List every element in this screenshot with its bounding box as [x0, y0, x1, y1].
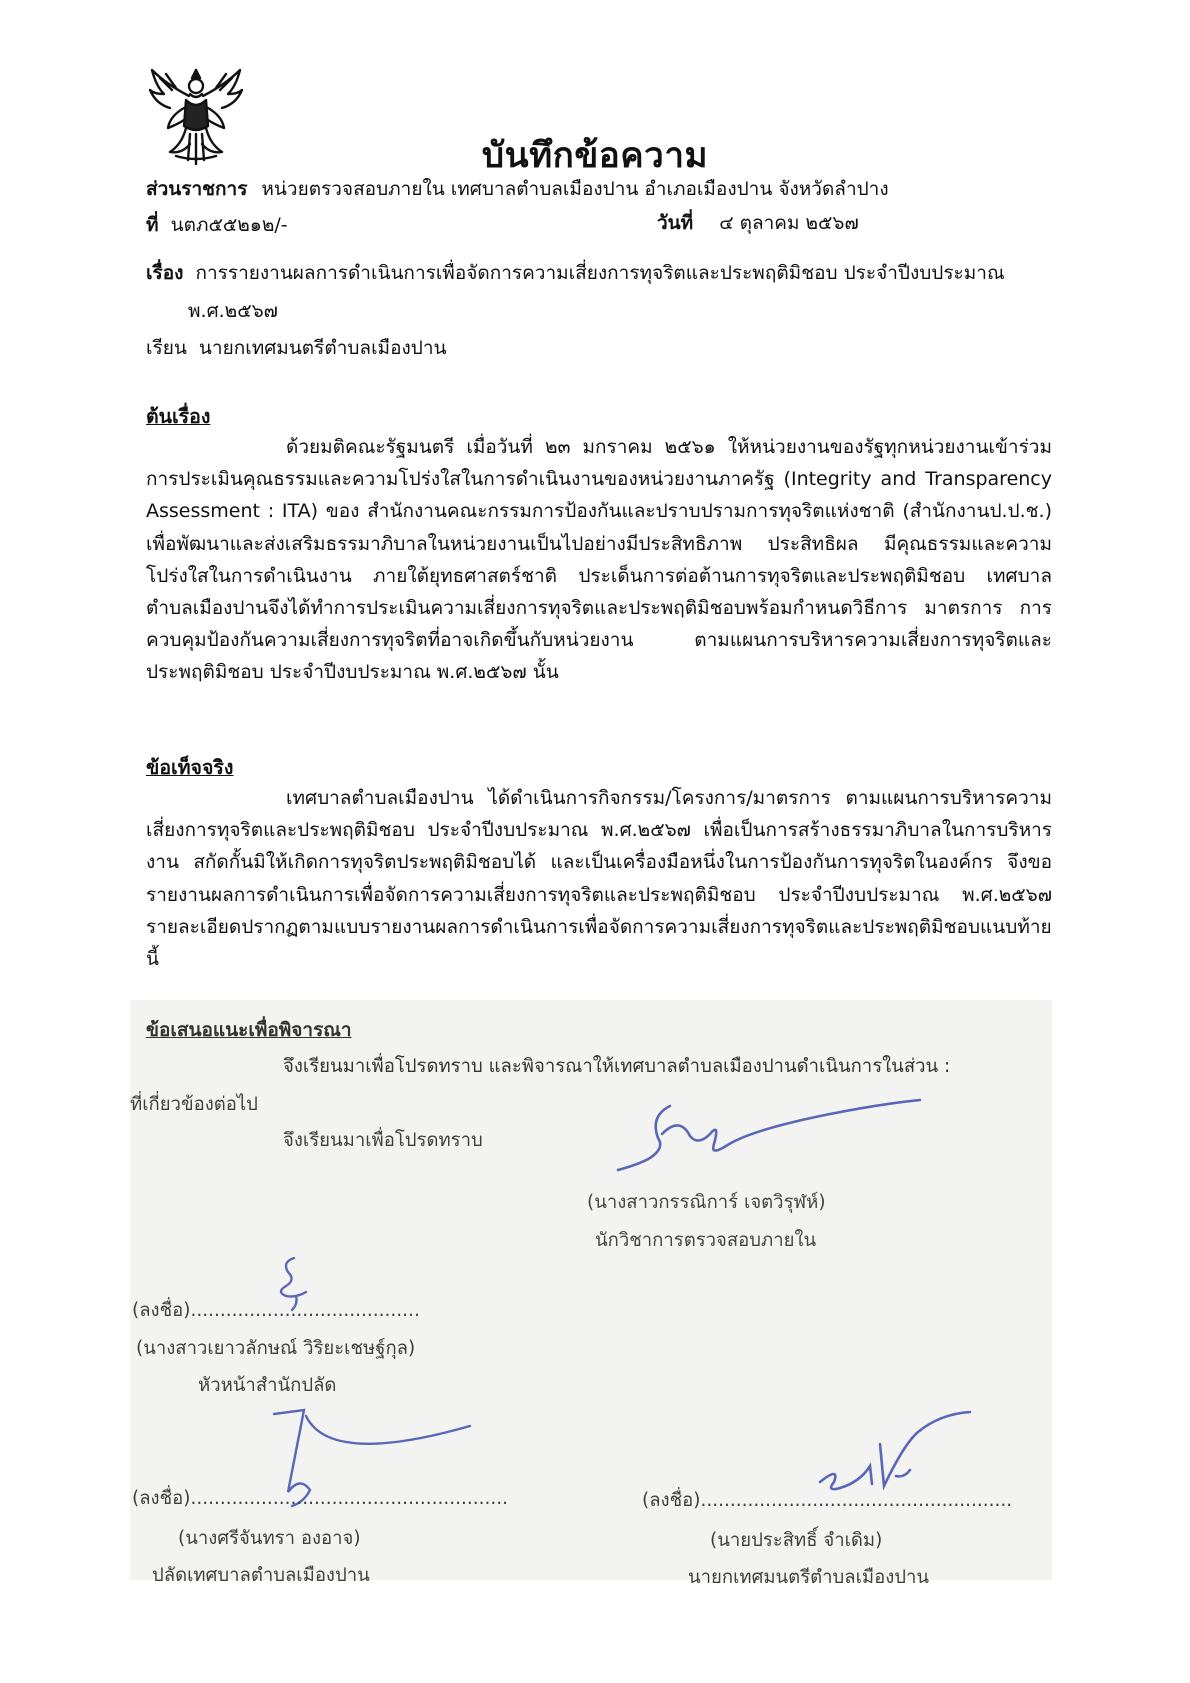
agency-value: หน่วยตรวจสอบภายใน เทศบาลตำบลเมืองปาน อำเภอเมืองปาน จังหวัดลำปาง [261, 178, 889, 200]
facts-text: เทศบาลตำบลเมืองปาน ได้ดำเนินการกิจกรรม/โครงการ/มาตรการ ตามแผนการบริหารความเสี่ยงการทุจริตและประพฤติมิชอบ ประจำปีงบประมาณ พ.ศ.๒๕๖๗ เพื่อเป็นการสร้างธรรมาภิบาลในการบริหารงาน สกัดกั้นมิให้เกิดการทุจริตประพฤติมิชอบได้ และเป็นเครื่องมือหนึ่งในการป้องกันการทุจริตในองค์กร จึงขอรายงานผลการดำเนินการเพื่อจัดการความเสี่ยงการทุจริตและประพฤติมิชอบ ประจำปีงบประมาณ พ.ศ.๒๕๖๗ รายละเอียดปรากฏตามแบบรายงานผลการดำเนินการเพื่อจัดการความเสี่ยงการทุจริตและประพฤติมิชอบแนบท้ายนี้ [146, 787, 1052, 971]
date-label: วันที่ [657, 212, 694, 234]
salutation-value: นายกเทศมนตรีตำบลเมืองปาน [198, 337, 447, 359]
proposal-line3: จึงเรียนมาเพื่อโปรดทราบ [283, 1130, 483, 1151]
subject-label: เรื่อง [146, 262, 184, 284]
mayor-sign-line: (ลงชื่อ)..................................................... [642, 1490, 1013, 1511]
mayor-sign-label: (ลงชื่อ) [642, 1490, 701, 1511]
auditor-title: นักวิชาการตรวจสอบภายใน [595, 1230, 817, 1251]
clerk-sign-line: (ลงชื่อ)...................................................... [132, 1488, 509, 1509]
subject-line [146, 258, 1005, 288]
reference-value: นตภ๕๕๒๑๒/- [170, 214, 288, 236]
office-head-sign-label: (ลงชื่อ) [132, 1300, 191, 1321]
office-head-title: หัวหน้าสำนักปลัด [198, 1375, 337, 1396]
background-paragraph [146, 431, 1052, 689]
facts-paragraph [146, 782, 1052, 975]
auditor-signature-icon [610, 1086, 930, 1176]
facts-heading: ข้อเท็จจริง [146, 756, 234, 779]
background-heading: ต้นเรื่อง [146, 405, 211, 428]
date-value: ๔ ตุลาคม ๒๕๖๗ [719, 212, 859, 234]
agency-line [146, 174, 889, 204]
memo-title: บันทึกข้อความ [481, 136, 709, 176]
date-line [657, 208, 859, 238]
clerk-name: (นางศรีจันทรา องอาจ) [178, 1528, 361, 1549]
proposal-line1: จึงเรียนมาเพื่อโปรดทราบ และพิจารณาให้เทศบาลตำบลเมืองปานดำเนินการในส่วน : [283, 1056, 951, 1077]
mayor-name: (นายประสิทธิ์ จำเดิม) [710, 1530, 883, 1551]
reference-label: ที่ [146, 214, 159, 236]
clerk-sign-label: (ลงชื่อ) [132, 1488, 191, 1509]
agency-label: ส่วนราชการ [146, 178, 248, 200]
clerk-title: ปลัดเทศบาลตำบลเมืองปาน [152, 1565, 370, 1586]
reference-line [146, 210, 288, 240]
proposal-line2: ที่เกี่ยวข้องต่อไป [130, 1094, 258, 1115]
office-head-sign-line: (ลงชื่อ)....................................... [132, 1300, 420, 1321]
mayor-title: นายกเทศมนตรีตำบลเมืองปาน [688, 1567, 930, 1588]
proposal-heading: ข้อเสนอแนะเพื่อพิจารณา [146, 1019, 352, 1041]
background-text: ด้วยมติคณะรัฐมนตรี เมื่อวันที่ ๒๓ มกราคม ๒๕๖๑ ให้หน่วยงานของรัฐทุกหน่วยงานเข้าร่วมการประเมินคุณธรรมและความโปร่งใสในการดำเนินงานของหน่วยงานภาครัฐ (Integrity and Transparency Assessment : ITA) ของ สำนักงานคณะกรรมการป้องกันและปราบปรามการทุจริตแห่งชาติ (สำนักงานป.ป.ช.) เพื่อพัฒนาและส่งเสริมธรรมาภิบาลในหน่วยงานเป็นไปอย่างมีประสิทธิภาพ ประสิทธิผล มีคุณธรรมและความโปร่งใสในการดำเนินงาน ภายใต้ยุทธศาสตร์ชาติ ประเด็นการต่อต้านการทุจริตและประพฤติมิชอบ เทศบาลตำบลเมืองปานจึงได้ทำการประเมินความเสี่ยงการทุจริตและประพฤติมิชอบพร้อมกำหนดวิธีการ มาตรการ การควบคุมป้องกันความเสี่ยงการทุจริตที่อาจเกิดขึ้นกับหน่วยงาน ตามแผนการบริหารความเสี่ยงการทุจริตและประพฤติมิชอบ ประจำปีงบประมาณ พ.ศ.๒๕๖๗ นั้น [146, 436, 1052, 684]
salutation-label: เรียน [146, 337, 187, 359]
office-head-name: (นางสาวเยาวลักษณ์ วิริยะเชษฐ์กุล) [136, 1338, 416, 1359]
auditor-name: (นางสาวกรรณิการ์ เจตวิรุฬห์) [587, 1192, 826, 1213]
salutation-line [146, 333, 447, 363]
subject-text-line2: พ.ศ.๒๕๖๗ [188, 300, 278, 322]
subject-text-line1: การรายงานผลการดำเนินการเพื่อจัดการความเสี่ยงการทุจริตและประพฤติมิชอบ ประจำปีงบประมาณ [195, 262, 1005, 284]
